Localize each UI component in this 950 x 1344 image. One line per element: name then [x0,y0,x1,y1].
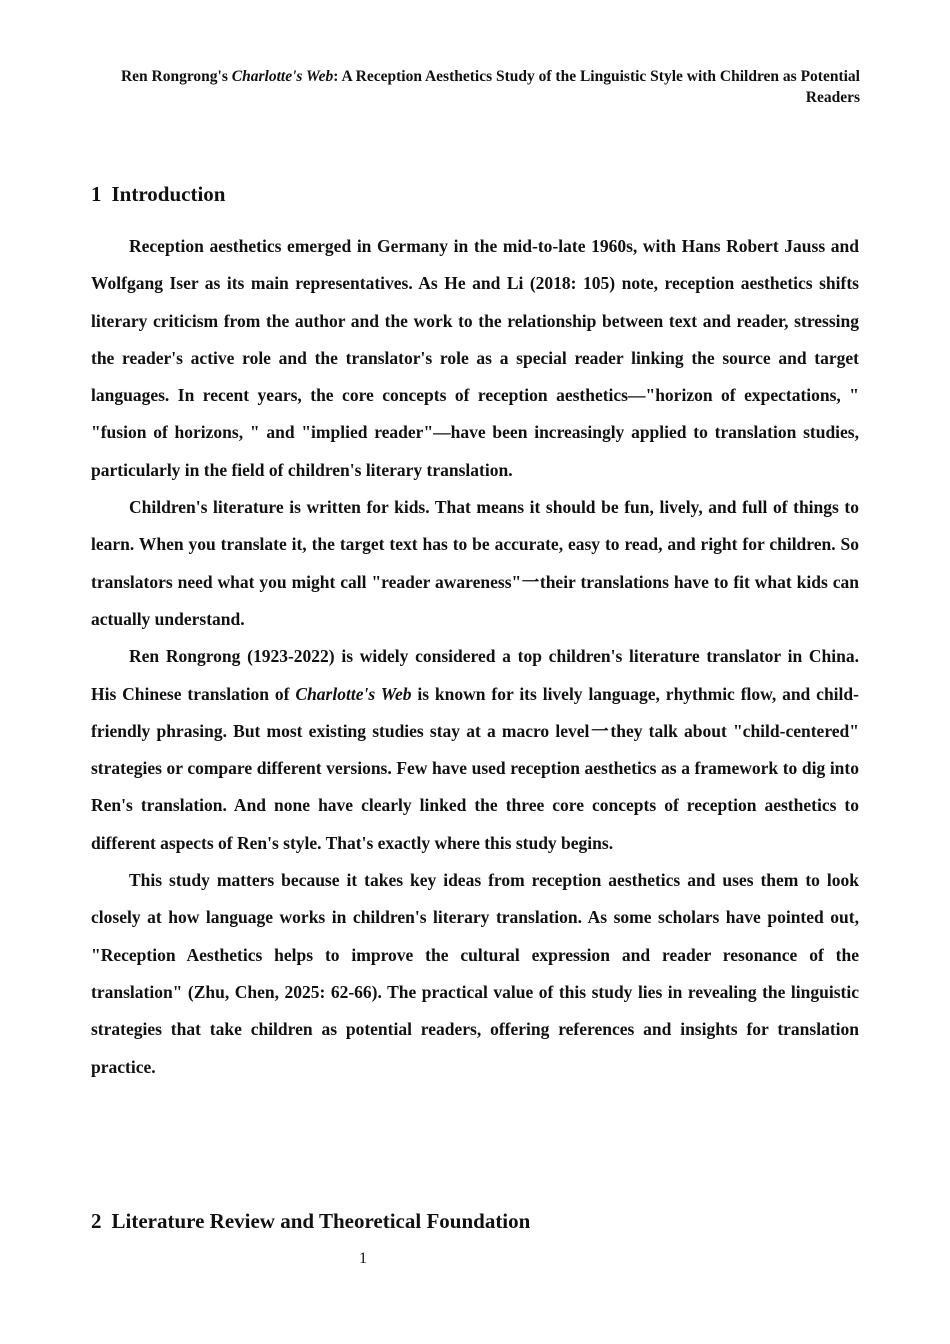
running-header [92,66,860,108]
paragraph-3 [91,638,859,862]
running-header-suffix: : A Reception Aesthetics Study of the Linguistic Style with Children as Potential Readers [333,68,860,106]
section-title: Literature Review and Theoretical Foundation [111,1209,531,1233]
paragraph-3-part-b: is known for its lively language, rhythmic flow, and child-friendly phrasing. But most existing studies stay at a macro level一they talk about "child-centered" strategies or compare different versions. Few have used reception aesthetics as a framework to dig into Ren's translation. And none have clearly linked the three core concepts of reception aesthetics to different aspects of Ren's style. That's exactly where this study begins. [91,683,859,853]
running-header-book-title: Charlotte's Web [231,68,334,85]
paragraph-3-book-title: Charlotte's Web [295,683,412,704]
running-header-prefix: Ren Rongrong's [120,68,232,85]
paragraph-3-part-a: Ren Rongrong (1923-2022) is widely considered a top children's literature translator in China. His Chinese translation of [91,646,859,704]
section-number: 1 [91,182,102,206]
paragraph-4: This study matters because it takes key ideas from reception aesthetics and uses them to look closely at how language works in children's literary translation. As some scholars have pointed out, "Reception Aesthetics helps to improve the cultural expression and reader resonance of the translation" (Zhu, Chen, 2025: 62-66). The practical value of this study lies in revealing the linguistic strategies that take children as potential readers, offering references and insights for translation practice. [91,870,859,1077]
section-title: Introduction [111,182,226,206]
paragraph-2: Children's literature is written for kids. That means it should be fun, lively, and full of things to learn. When you translate it, the target text has to be accurate, easy to read, and right for children. So translators need what you might call "reader awareness"一their translations have to fit what kids can actually understand. [91,497,859,629]
introduction-body [91,228,859,1086]
section-heading-introduction [91,181,225,207]
section-number: 2 [91,1209,102,1233]
paragraph-1: Reception aesthetics emerged in Germany in the mid-to-late 1960s, with Hans Robert Jauss and Wolfgang Iser as its main representatives. As He and Li (2018: 105) note, reception aesthetics shifts literary criticism from the author and the work to the relationship between text and reader, stressing the reader's active role and the translator's role as a special reader linking the source and target languages. In recent years, the core concepts of reception aesthetics—"horizon of expectations, " "fusion of horizons, " and "implied reader"—have been increasingly applied to translation studies, particularly in the field of children's literary translation. [91,236,859,480]
section-heading-literature-review [91,1208,530,1234]
page-number: 1 [359,1250,367,1267]
